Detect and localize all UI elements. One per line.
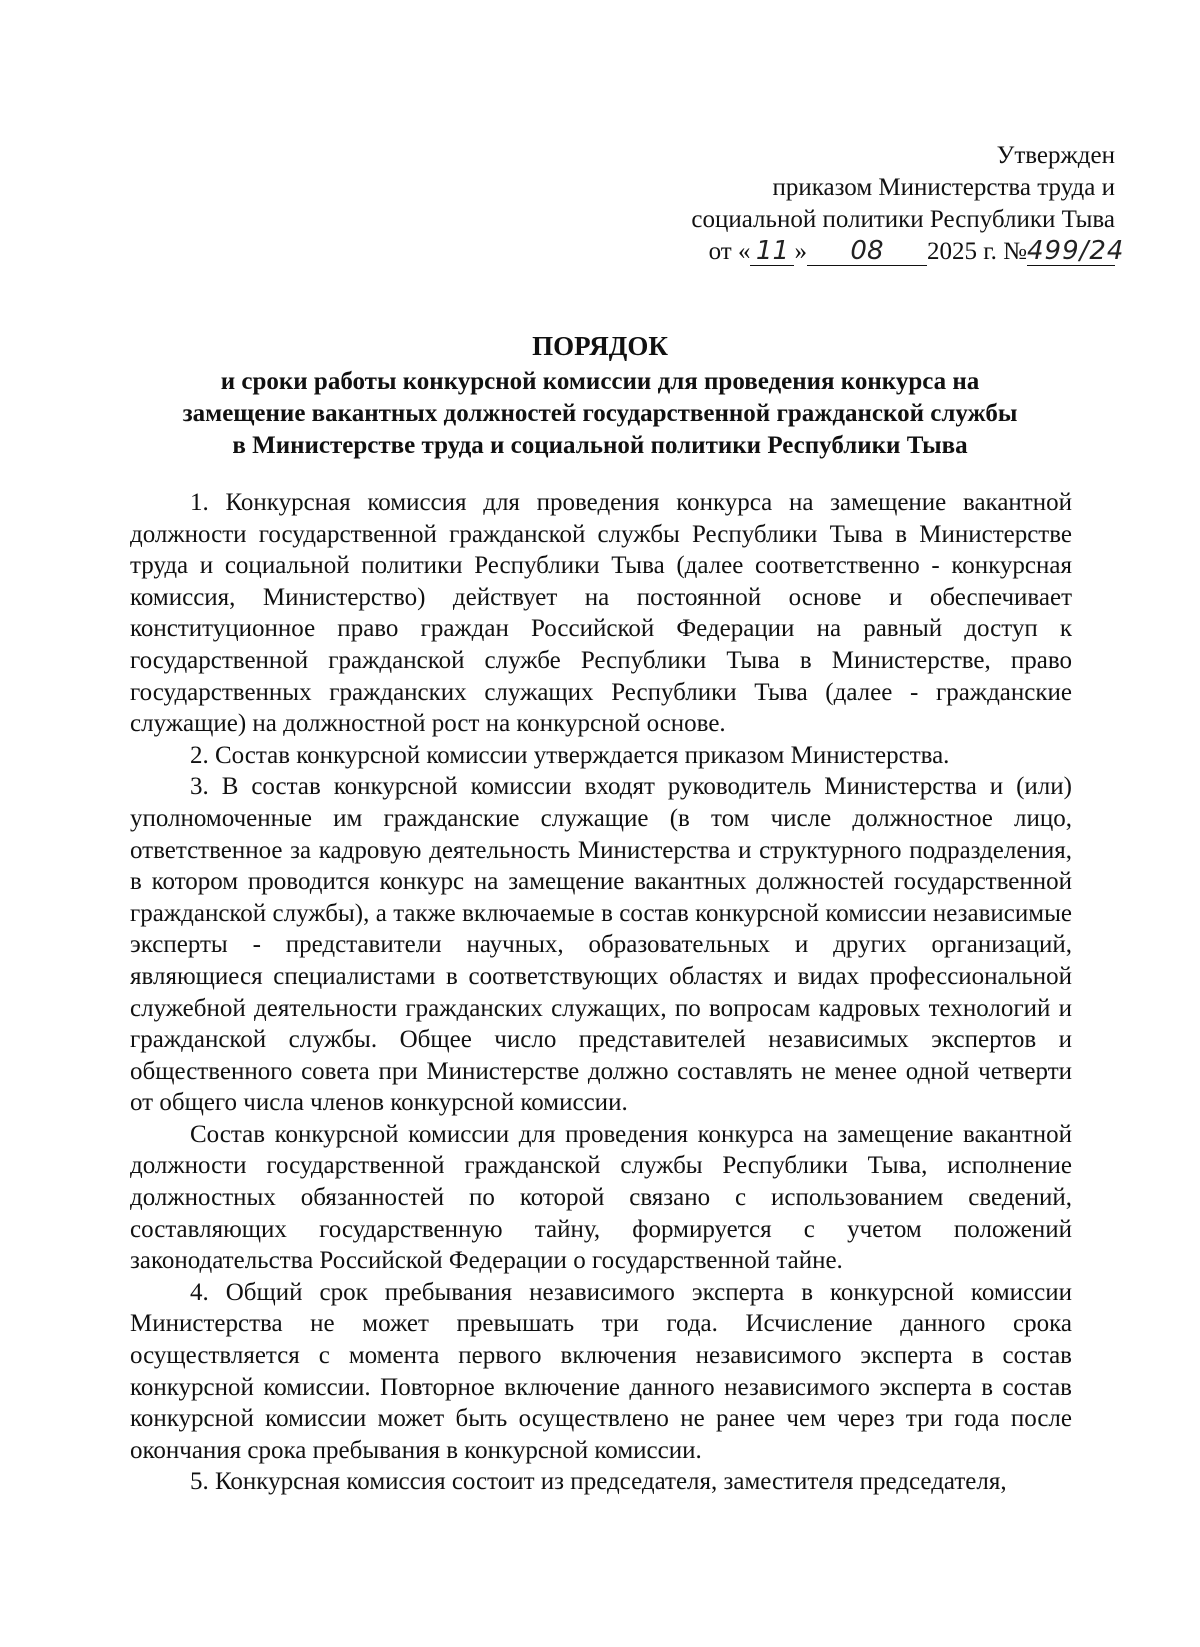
approval-date-line	[595, 236, 1125, 268]
paragraph-1: 1. Конкурсная комиссия для проведения конкурса на замещение вакантной должности государственной гражданской службы Республики Тыва в Министерстве труда и социальной политики Республики Тыва (далее соответственно - конкурсная комиссия, Министерство) действует на постоянной основе и обеспечивает конституционное право граждан Российской Федерации на равный доступ к государственной гражданской службе Республики Тыва в Министерстве, право государственных гражданских служащих Республики Тыва (далее - гражданские служащие) на должностной рост на конкурсной основе.	[130, 489, 1072, 738]
approval-label: Утвержден	[996, 142, 1115, 169]
handwritten-order-number: 499/24	[1027, 236, 1125, 266]
date-year: 2025 г. №	[926, 238, 1027, 265]
date-mid: »	[794, 238, 807, 265]
paragraph-3: 3. В состав конкурсной комиссии входят руководитель Министерства и (или) уполномоченные им гражданские служащие (в том числе должностное лицо, ответственное за кадровую деятельность Министерства и структурного подразделения, в котором проводится конкурс на замещение вакантных должностей государственной гражданской службы), а также включаемые в состав конкурсной комиссии независимые эксперты - представители научных, образовательных и других организаций, являющиеся специалистами в соответствующих областях и видах профессиональной служебной деятельности гражданских служащих, по вопросам кадровых технологий и гражданской службы. Общее число представителей независимых экспертов и общественного совета при Министерстве должно составлять не менее одной четверти от общего числа членов конкурсной комиссии.	[130, 773, 1072, 1117]
approval-issuer-line-1: приказом Министерства труда и	[772, 174, 1115, 201]
approval-issuer-line-2: социальной политики Республики Тыва	[691, 206, 1115, 233]
approval-stamp	[595, 140, 1125, 268]
document-body	[130, 487, 1072, 1498]
handwritten-month: 08	[807, 237, 927, 266]
handwritten-day: 11	[750, 237, 794, 266]
title-line-1: и сроки работы конкурсной комиссии для проведения конкурса на	[220, 368, 980, 395]
title-line-2: замещение вакантных должностей государственной гражданской службы	[182, 400, 1018, 427]
date-prefix: от «	[708, 238, 751, 265]
paragraph-2: 2. Состав конкурсной комиссии утверждается приказом Министерства.	[190, 741, 950, 769]
document-title	[120, 330, 1080, 462]
title-main: ПОРЯДОК	[532, 331, 668, 361]
title-line-3: в Министерстве труда и социальной политики Республики Тыва	[232, 432, 968, 459]
paragraph-5: 5. Конкурсная комиссия состоит из председателя, заместителя председателя,	[190, 1468, 1007, 1496]
paragraph-3-continued: Состав конкурсной комиссии для проведения конкурса на замещение вакантной должности государственной гражданской службы Республики Тыва, исполнение должностных обязанностей по которой связано с использованием сведений, составляющих государственную тайну, формируется с учетом положений законодательства Российской Федерации о государственной тайне.	[130, 1120, 1072, 1275]
paragraph-4: 4. Общий срок пребывания независимого эксперта в конкурсной комиссии Министерства не может превышать три года. Исчисление данного срока осуществляется с момента первого включения независимого эксперта в состав конкурсной комиссии. Повторное включение данного независимого эксперта в состав конкурсной комиссии может быть осуществлено не ранее чем через три года после окончания срока пребывания в конкурсной комиссии.	[130, 1278, 1072, 1464]
